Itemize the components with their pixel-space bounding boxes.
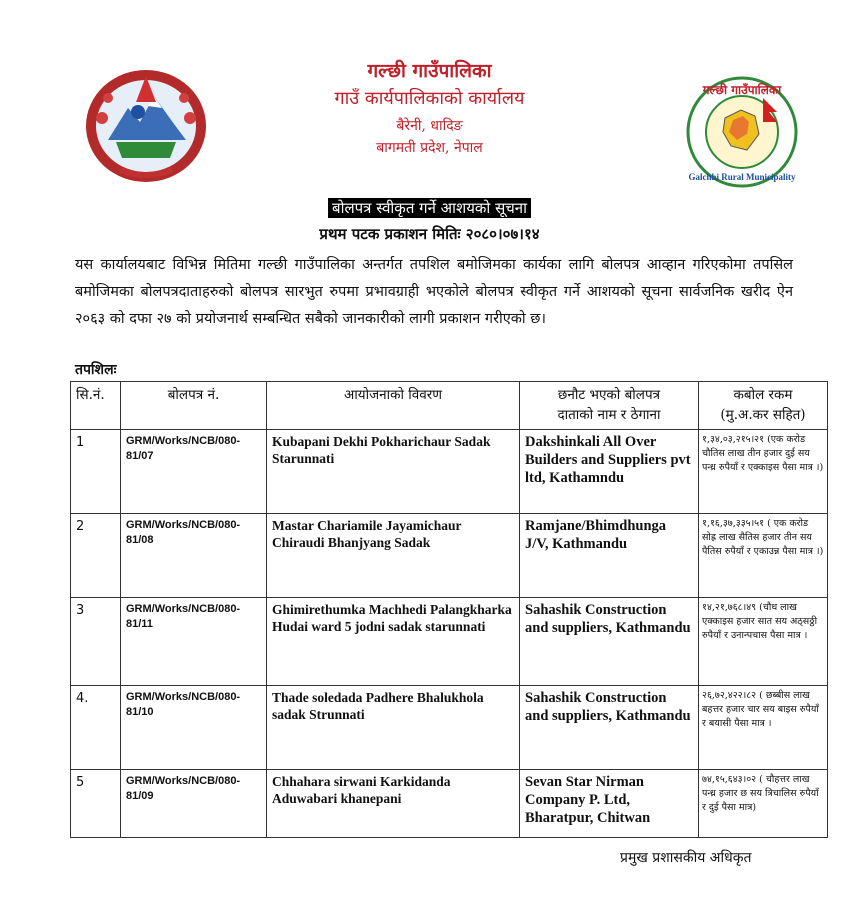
row-bid-no: GRM/Works/NCB/080-81/11: [121, 598, 267, 686]
notice-title-text: बोलपत्र स्वीकृत गर्ने आशयको सूचना: [328, 198, 531, 218]
signatory-title: प्रमुख प्रशासकीय अधिकृत: [620, 850, 752, 866]
table-row: [71, 514, 828, 598]
table-row: [71, 686, 828, 770]
municipality-logo: [683, 76, 801, 188]
office-province: बागमती प्रदेश, नेपाल: [376, 140, 483, 156]
table-row: [71, 770, 828, 838]
logo-arc-text-bottom: Galchhi Rural Municipality: [688, 172, 796, 182]
header-sn: सि.नं.: [71, 382, 121, 430]
header-bidder-line1: छनौट भएको बोलपत्र: [557, 387, 661, 403]
row-project: Thade soledada Padhere Bhalukhola sadak Strunnati: [267, 686, 520, 770]
row-amount: १,३४,०३,२१५।२१ (एक करोड चौतिस लाख तीन हजार दुई सय पन्ध्र रुपैयाँ र एक्काइस पैसा मात्र ।): [699, 430, 828, 514]
header-bid-no: बोलपत्र नं.: [121, 382, 267, 430]
publication-date: प्रथम पटक प्रकाशन मितिः २०८०।०७।१४: [319, 225, 540, 243]
row-bid-no: GRM/Works/NCB/080-81/10: [121, 686, 267, 770]
row-amount: २६,७२,४२२।८२ ( छब्बीस लाख बहत्तर हजार चार सय बाइस रुपैयाँ र बयासी पैसा मात्र ।: [699, 686, 828, 770]
row-amount: १,१६,३७,३३५।५१ ( एक करोड सोह्र लाख सैतिस हजार तीन सय पैतिस रुपैयाँ र एकाउन्न पैसा मात्र ।): [699, 514, 828, 598]
table-row: [71, 430, 828, 514]
row-amount: ७४,१५,६४३।०२ ( चौहत्तर लाख पन्ध्र हजार छ सय त्रिचालिस रुपैयाँ र दुई पैसा मात्र): [699, 770, 828, 838]
row-amount: १४,२१,७६८।४९ (चौध लाख एक्काइस हजार सात सय अठ्सठ्ठी रुपैयाँ र उनान्पचास पैसा मात्र ।: [699, 598, 828, 686]
table-header-row: [71, 382, 828, 430]
row-sn: 2: [71, 514, 121, 598]
notice-title: [0, 198, 859, 218]
row-bidder: Dakshinkali All Over Builders and Suppliers pvt ltd, Kathamndu: [520, 430, 699, 514]
office-name: गाउँ कार्यपालिकाको कार्यालय: [334, 88, 525, 109]
row-bid-no: GRM/Works/NCB/080-81/09: [121, 770, 267, 838]
row-sn: 4.: [71, 686, 121, 770]
row-sn: 5: [71, 770, 121, 838]
row-bidder: Sahashik Construction and suppliers, Kathmandu: [520, 686, 699, 770]
bid-acceptance-table: [70, 381, 828, 838]
details-label: तपशिलः: [75, 362, 117, 378]
row-project: Ghimirethumka Machhedi Palangkharka Hudai ward 5 jodni sadak starunnati: [267, 598, 520, 686]
row-sn: 3: [71, 598, 121, 686]
row-bid-no: GRM/Works/NCB/080-81/07: [121, 430, 267, 514]
notice-body: यस कार्यालयबाट विभिन्न मितिमा गल्छी गाउँपालिका अन्तर्गत तपशिल बमोजिमका कार्यका लागि बोलपत्र आव्हान गरिएकोमा तपसिल बमोजिमका बोलपत्रदाताहरुको बोलपत्र सारभुत रुपमा प्रभावग्राही भएकोले बोलपत्र स्वीकृत गर्ने आशयको सूचना सार्वजनिक खरीद ऐन २०६३ को दफा २७ को प्रयोजनार्थ सम्बन्धित सबैको जानकारीको लागी प्रकाशन गरीएको छ।: [75, 257, 793, 327]
header-amount-line2: (मु.अ.कर सहित): [720, 407, 806, 423]
row-project: Chhahara sirwani Karkidanda Aduwabari khanepani: [267, 770, 520, 838]
row-bidder: Sevan Star Nirman Company P. Ltd, Bharatpur, Chitwan: [520, 770, 699, 838]
row-project: Kubapani Dekhi Pokharichaur Sadak Starunnati: [267, 430, 520, 514]
row-bid-no: GRM/Works/NCB/080-81/08: [121, 514, 267, 598]
municipality-name: गल्छी गाउँपालिका: [367, 60, 492, 82]
row-bidder: Sahashik Construction and suppliers, Kathmandu: [520, 598, 699, 686]
row-project: Mastar Chariamile Jayamichaur Chiraudi Bhanjyang Sadak: [267, 514, 520, 598]
office-address: बैरेनी, धादिङ: [396, 118, 463, 134]
header-bidder: [520, 382, 699, 430]
logo-arc-text-top: गल्छी गाउँपालिका: [702, 83, 782, 97]
header-bidder-line2: दाताको नाम र ठेगाना: [557, 407, 661, 423]
row-bidder: Ramjane/Bhimdhunga J/V, Kathmandu: [520, 514, 699, 598]
header-project: आयोजनाको विवरण: [267, 382, 520, 430]
table-row: [71, 598, 828, 686]
row-sn: 1: [71, 430, 121, 514]
header-amount: [699, 382, 828, 430]
header-amount-line1: कबोल रकम: [733, 387, 793, 403]
